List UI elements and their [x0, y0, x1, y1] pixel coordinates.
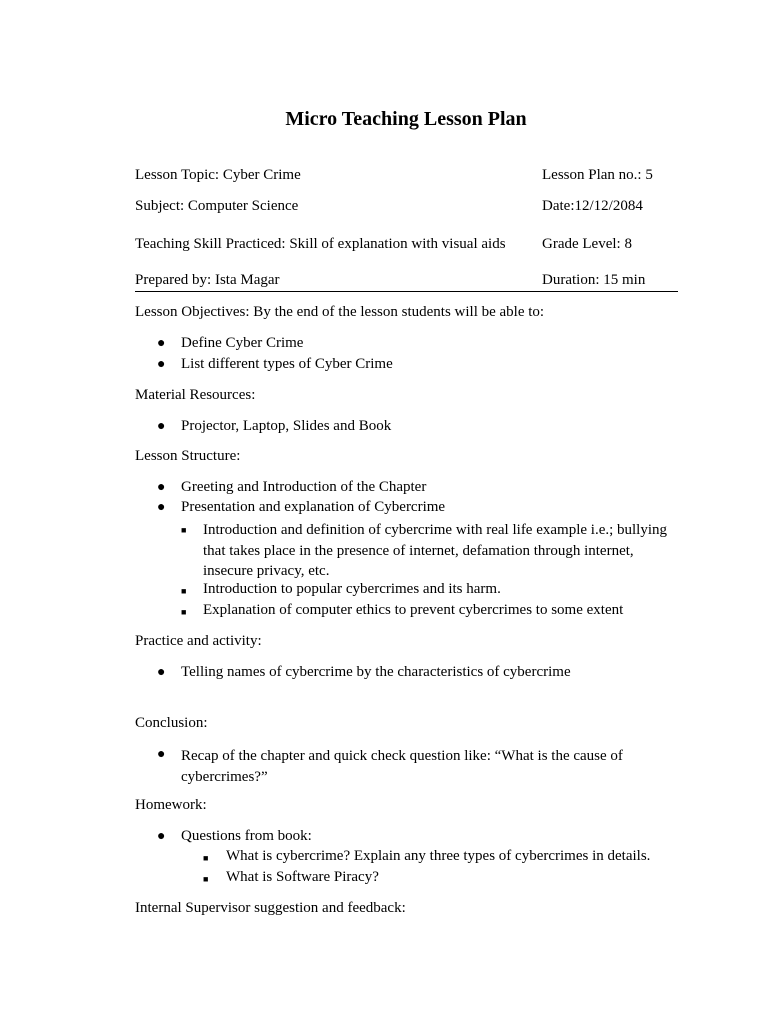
page-title: Micro Teaching Lesson Plan [285, 108, 527, 130]
materials-heading: Material Resources: [135, 387, 256, 403]
bullet-dot-icon: ● [157, 829, 166, 844]
lesson-topic: Lesson Topic: Cyber Crime [135, 167, 301, 183]
prepared-by: Prepared by: Ista Magar [135, 272, 280, 288]
list-item: List different types of Cyber Crime [181, 356, 393, 372]
bullet-dot-icon: ● [157, 747, 166, 762]
duration: Duration: 15 min [542, 272, 646, 288]
teaching-skill: Teaching Skill Practiced: Skill of explanation with visual aids [135, 236, 506, 252]
list-item: Projector, Laptop, Slides and Book [181, 418, 392, 434]
date: Date:12/12/2084 [542, 198, 643, 214]
header-divider [135, 291, 678, 292]
list-item: Introduction and definition of cybercrime with real life example i.e.; bullying that takes place in the presence of internet, defamation through internet, insecure privacy, etc. [203, 522, 668, 579]
bullet-dot-icon: ● [157, 419, 166, 434]
conclusion-heading: Conclusion: [135, 715, 208, 731]
bullet-square-icon: ■ [181, 586, 187, 596]
list-item: Questions from book: [181, 828, 312, 844]
bullet-square-icon: ■ [181, 525, 187, 535]
feedback-heading: Internal Supervisor suggestion and feedback: [135, 900, 406, 916]
bullet-dot-icon: ● [157, 480, 166, 495]
practice-heading: Practice and activity: [135, 633, 262, 649]
list-item: Explanation of computer ethics to prevent cybercrimes to some extent [203, 602, 624, 618]
bullet-dot-icon: ● [157, 357, 166, 372]
list-item: Telling names of cybercrime by the characteristics of cybercrime [181, 664, 571, 680]
bullet-dot-icon: ● [157, 665, 166, 680]
list-item: Presentation and explanation of Cybercrime [181, 499, 446, 515]
structure-heading: Lesson Structure: [135, 448, 241, 464]
bullet-square-icon: ■ [203, 853, 209, 863]
bullet-square-icon: ■ [181, 607, 187, 617]
list-item: What is Software Piracy? [226, 869, 379, 885]
homework-heading: Homework: [135, 797, 207, 813]
list-item: What is cybercrime? Explain any three types of cybercrimes in details. [226, 848, 651, 864]
list-item: Define Cyber Crime [181, 335, 304, 351]
list-item: Greeting and Introduction of the Chapter [181, 479, 427, 495]
bullet-dot-icon: ● [157, 336, 166, 351]
objectives-heading: Lesson Objectives: By the end of the lesson students will be able to: [135, 304, 545, 320]
grade-level: Grade Level: 8 [542, 236, 632, 252]
list-item: Recap of the chapter and quick check question like: “What is the cause of cybercrimes?” [181, 748, 623, 785]
lesson-plan-number: Lesson Plan no.: 5 [542, 167, 653, 183]
subject: Subject: Computer Science [135, 198, 299, 214]
list-item: Introduction to popular cybercrimes and its harm. [203, 581, 501, 597]
bullet-dot-icon: ● [157, 500, 166, 515]
bullet-square-icon: ■ [203, 874, 209, 884]
